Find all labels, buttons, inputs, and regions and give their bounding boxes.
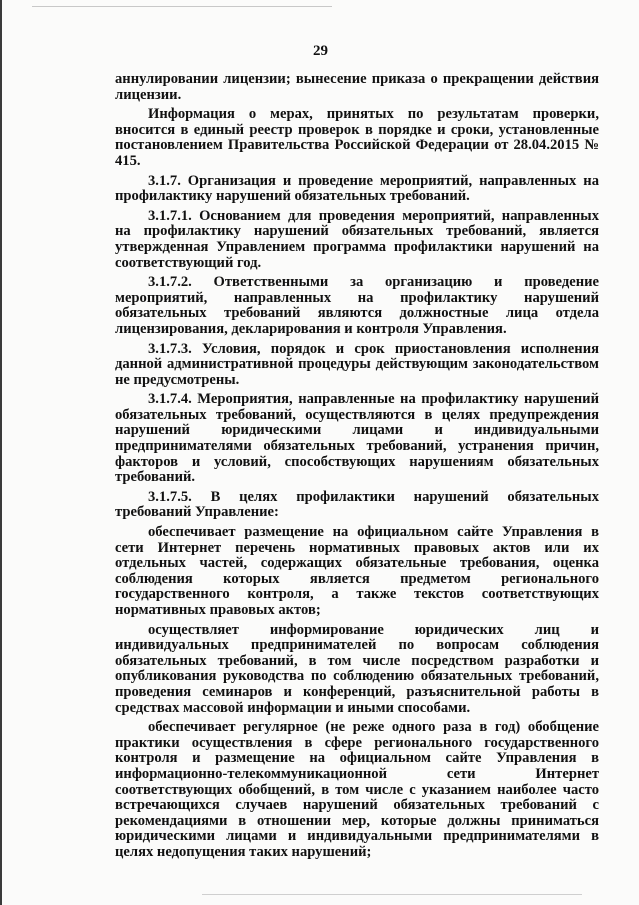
paragraph: аннулировании лицензии; вынесение приказа о прекращении действия лицензии. [115,71,599,103]
paragraph-section-3-1-7-2: 3.1.7.2. Ответственными за организацию и проведение мероприятий, направленных на профилактику нарушений обязательных требований являются должностные лица отдела лицензирования, декларирования и контроля Управления. [115,274,599,337]
scan-edge-line [32,6,332,7]
paragraph-section-3-1-7-5: 3.1.7.5. В целях профилактики нарушений обязательных требований Управление: [115,488,599,521]
page-number: 29 [313,43,328,59]
paragraph-section-3-1-7-3: 3.1.7.3. Условия, порядок и срок приостановления исполнения данной административной процедуры действующим законодательством не предусмотрены. [115,340,599,388]
paragraph-section-3-1-7-4: 3.1.7.4. Мероприятия, направленные на профилактику нарушений обязательных требований, осуществляются в целях предупреждения нарушений юридическими лицами и индивидуальными предпринимателями обязательных требований, устранения причин, факторов и условий, способствующих нарушениям обязательных требований. [115,391,599,486]
list-item-paragraph: осуществляет информирование юридических лиц и индивидуальных предпринимателей по вопросам соблюдения обязательных требований, в том числе посредством разработки и опубликования руководства по соблюдению обязательных требований, проведения семинаров и конференций, разъяснительной работы в средствах массовой информации и иными способами. [115,621,599,716]
list-item-paragraph: обеспечивает регулярное (не реже одного раза в год) обобщение практики осуществления в сфере регионального государственного контроля и размещение на официальном сайте Управления в информационно-телекоммуникационной сети Интернет соответствующих обобщений, в том числе с указанием наиболее часто встречающихся случаев нарушений обязательных требований с рекомендациями в отношении мер, которые должны приниматься юридическими лицами и индивидуальными предпринимателями в целях недопущения таких нарушений; [115,719,599,860]
scan-edge-line [202,894,582,895]
document-body [115,72,599,861]
list-item-paragraph: обеспечивает размещение на официальном сайте Управления в сети Интернет перечень нормативных правовых актов или их отдельных частей, содержащих обязательные требования, оценка соблюдения которых является предметом регионального государственного контроля, а также текстов соответствующих нормативных правовых актов; [115,524,599,618]
paragraph: Информация о мерах, принятых по результатам проверки, вносится в единый реестр проверок в порядке и сроки, установленные постановлением Правительства Российской Федерации от 28.04.2015 № 415. [115,106,599,169]
paragraph-section-3-1-7-1: 3.1.7.1. Основанием для проведения мероприятий, направленных на профилактику нарушений обязательных требований, является утвержденная Управлением программа профилактики нарушений на соответствующий год. [115,207,599,271]
paragraph-section-3-1-7: 3.1.7. Организация и проведение мероприятий, направленных на профилактику нарушений обязательных требований. [115,172,599,205]
